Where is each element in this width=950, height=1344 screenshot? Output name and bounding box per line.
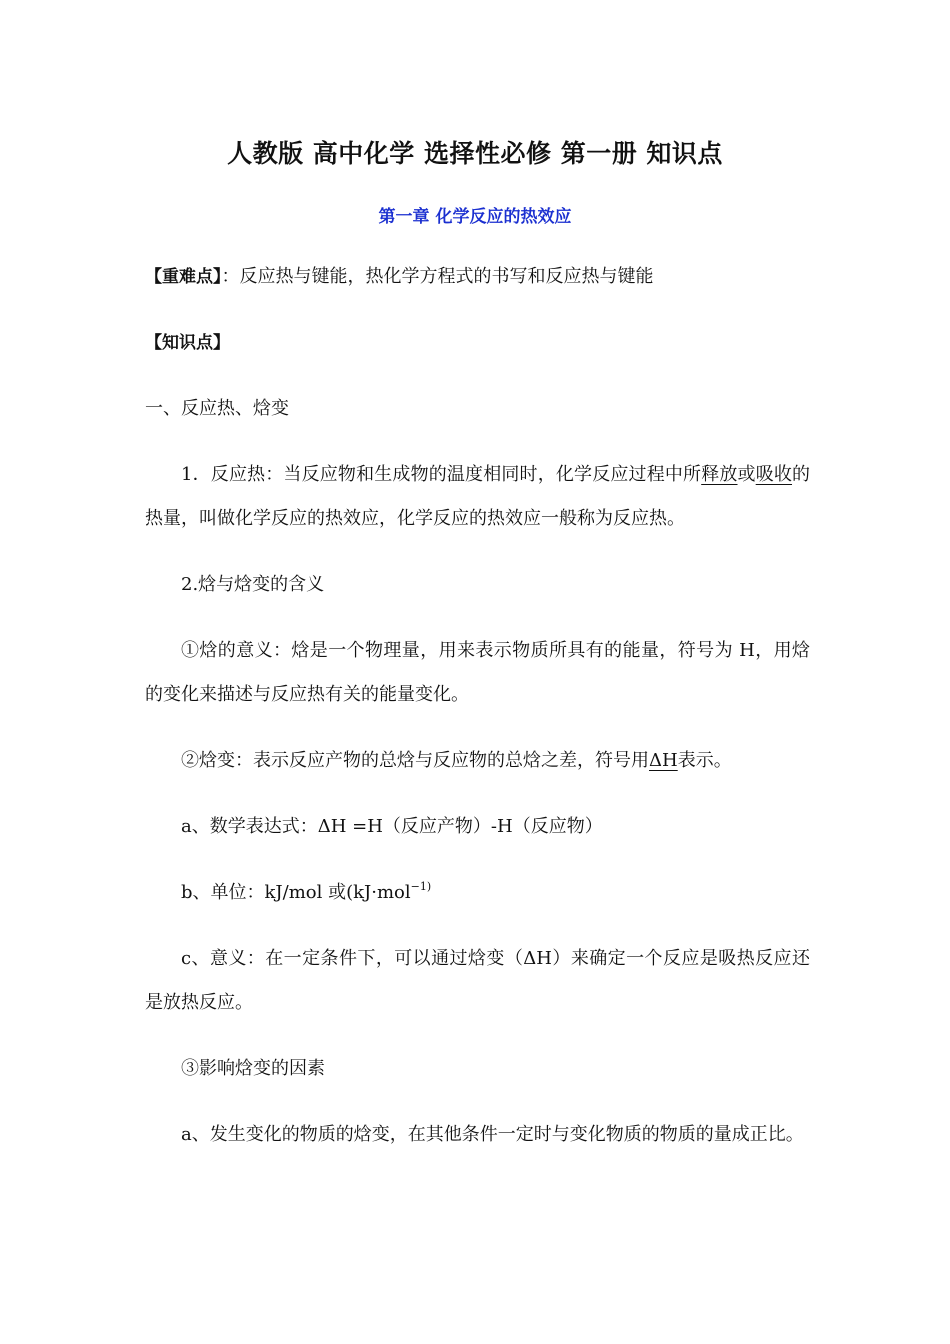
p6-main: b、单位：kJ/mol 或(kJ·mol [181,882,411,903]
p4-underline-delta-h: ΔH [649,750,678,771]
p1-text-before: 1．反应热：当反应物和生成物的温度相同时，化学反应过程中所 [181,464,702,485]
paragraph-reaction-heat [145,453,810,541]
p4-text-after: 表示。 [677,750,732,771]
knowledge-heading [145,321,810,365]
key-points-line [145,255,810,299]
p1-underline-absorb: 吸收 [755,464,793,485]
paragraph-factors-heading: ③影响焓变的因素 [181,1058,325,1079]
p1-underline-release: 释放 [701,464,738,485]
paragraph-enthalpy-change [181,739,846,783]
chapter-heading: 第一章 化学反应的热效应 [378,207,572,227]
document-title: 人教版 高中化学 选择性必修 第一册 知识点 [227,139,723,168]
p1-text-or: 或 [737,464,756,485]
paragraph-unit [181,871,846,915]
key-points-text: ：反应热与键能，热化学方程式的书写和反应热与键能 [221,266,654,287]
paragraph-significance: c、意义：在一定条件下，可以通过焓变（ΔH）来确定一个反应是吸热反应还是放热反应。 [145,948,810,1013]
paragraph-math-expression: a、数学表达式：ΔH =H（反应产物）-H（反应物） [181,816,603,837]
paragraph-factor-a: a、发生变化的物质的焓变，在其他条件一定时与变化物质的物质的量成正比。 [181,1124,804,1145]
p6-superscript: −1) [410,880,432,893]
paragraph-enthalpy-meaning: ①焓的意义：焓是一个物理量，用来表示物质所具有的能量，符号为 H，用焓的变化来描述与反应热有关的能量变化。 [145,640,810,705]
section-heading-1: 一、反应热、焓变 [145,398,289,419]
knowledge-label: 【知识点】 [145,333,230,353]
p4-text-before: ②焓变：表示反应产物的总焓与反应物的总焓之差，符号用 [181,750,649,771]
paragraph-enthalpy-meaning-heading: 2.焓与焓变的含义 [181,574,325,595]
p1-text-after: 的热量，叫做化学反应的热效应，化学反应的热效应一般称为反应热。 [145,464,811,529]
key-points-label: 【重难点】 [145,267,222,287]
